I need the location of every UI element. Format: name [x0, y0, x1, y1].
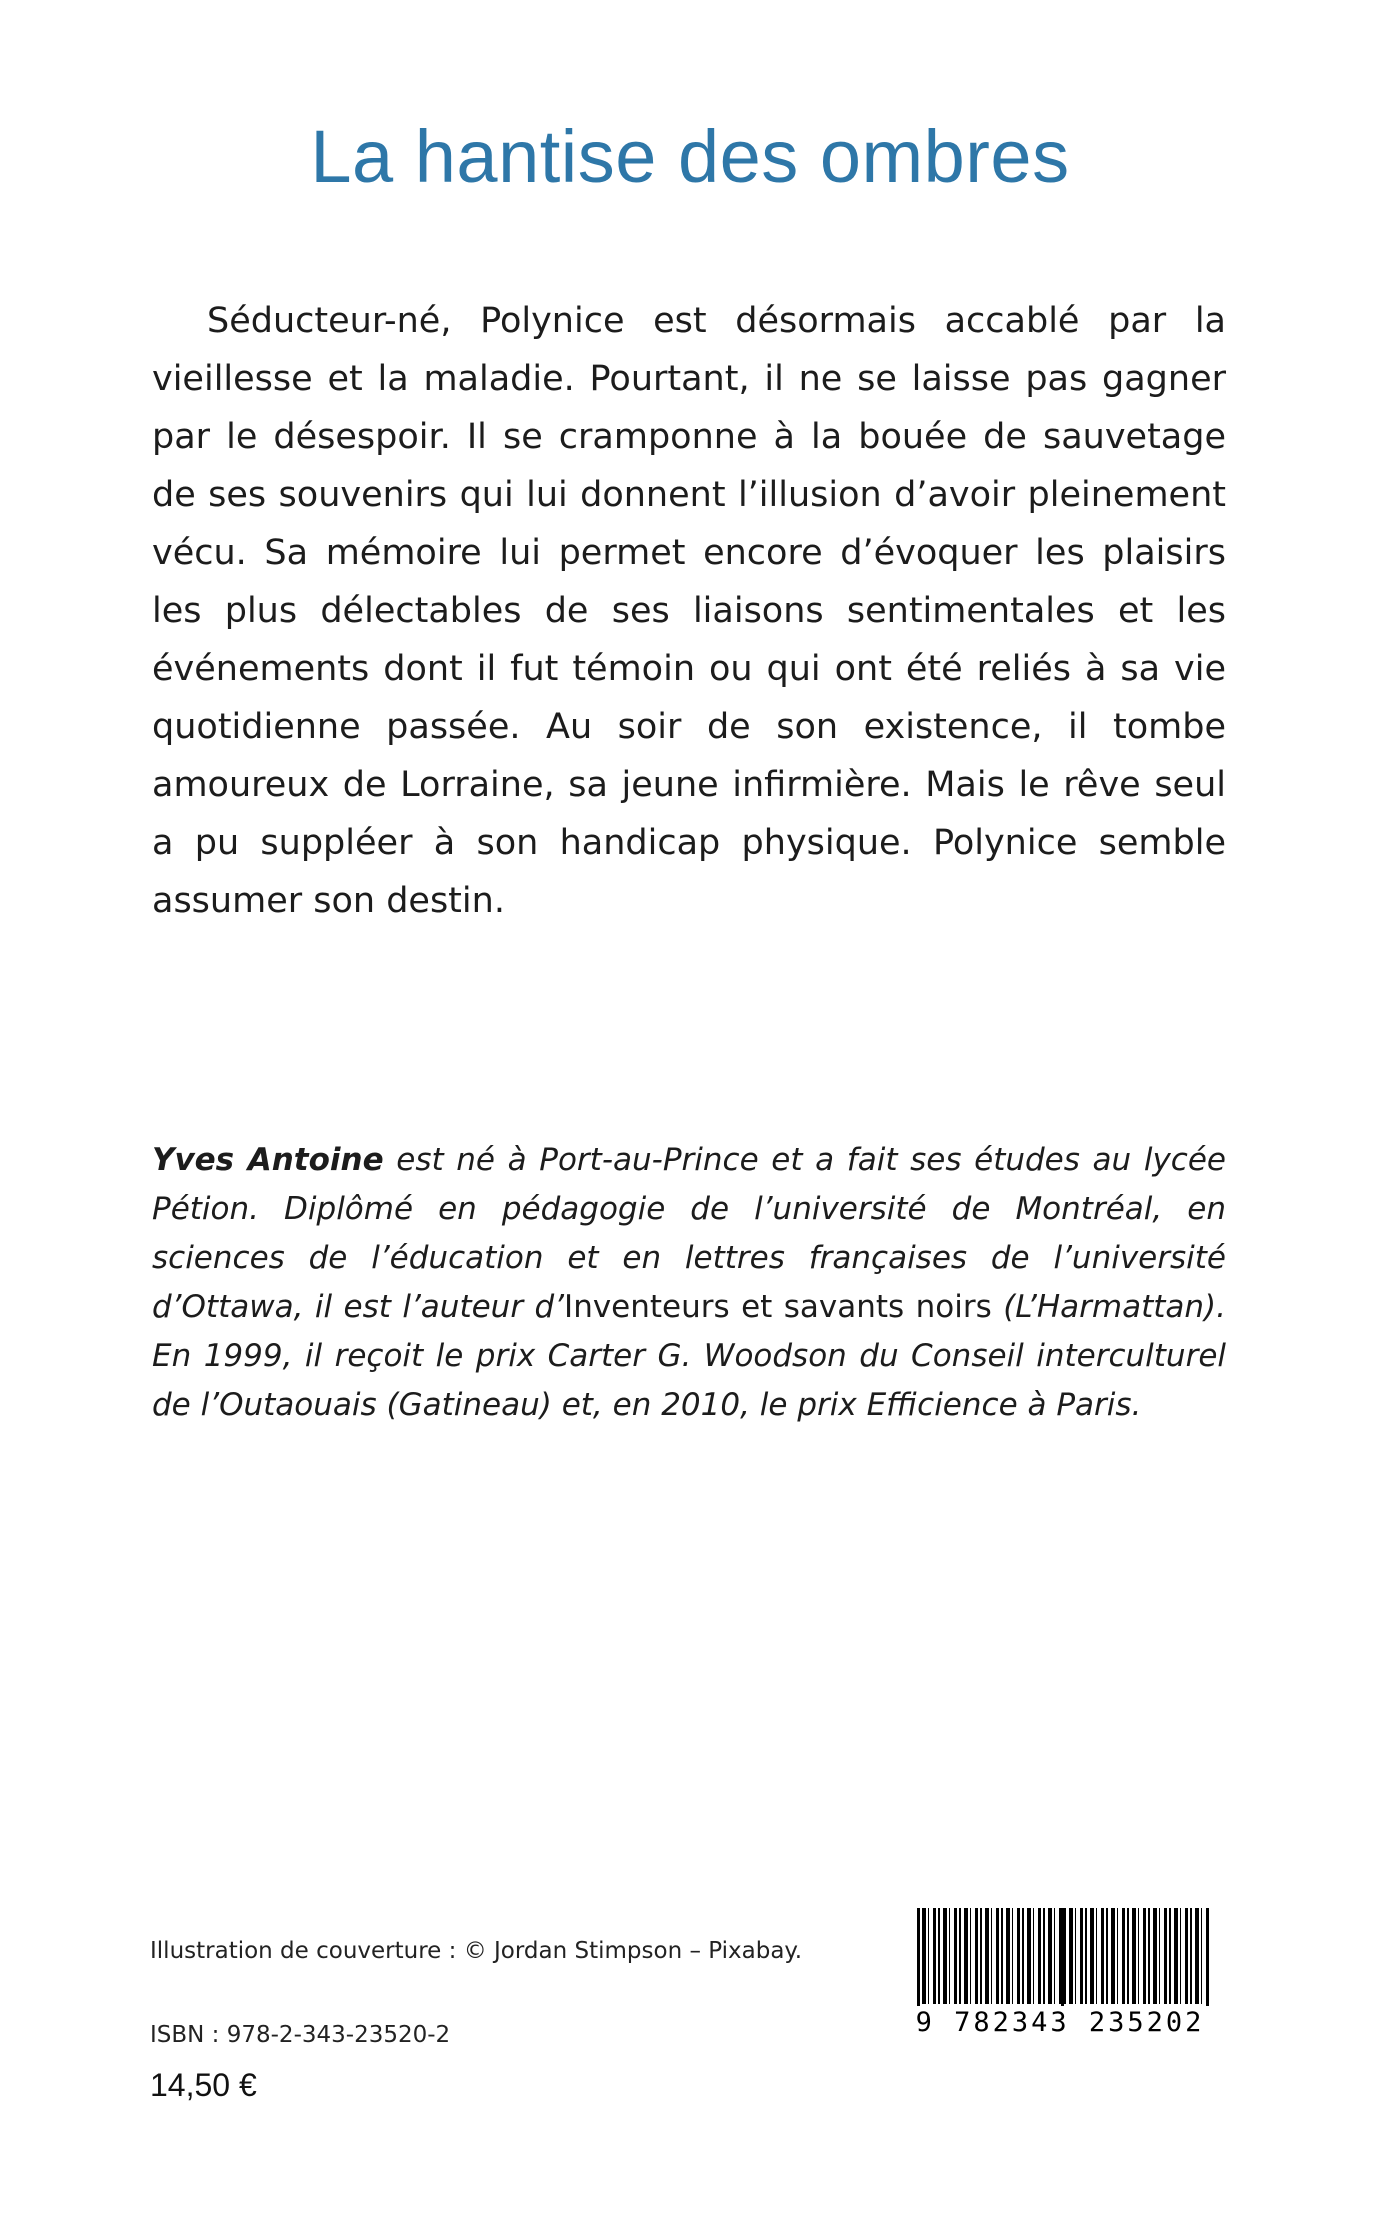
- bio-text-part2: (L’Harmattan). En 1999, il reçoit le prix Carter G. Woodson du Conseil interculturel de l’Outaouais (Gatineau) et, en 2010, le prix Efficience à Paris.: [152, 1289, 1226, 1423]
- barcode-guard-center: [1061, 1908, 1064, 2016]
- author-bio: [152, 1136, 1226, 1430]
- other-book-title: Inventeurs et savants noirs: [564, 1289, 992, 1325]
- author-name: Yves Antoine: [152, 1142, 384, 1178]
- isbn: ISBN : 978-2-343-23520-2: [150, 2022, 451, 2048]
- cover-illustration-credit: Illustration de couverture : © Jordan Stimpson – Pixabay.: [150, 1938, 803, 1964]
- book-summary: Séducteur-né, Polynice est désormais accablé par la vieillesse et la maladie. Pourtant, il ne se laisse pas gagner par le désespoir. Il se cramponne à la bouée de sauvetage de ses souvenirs qui lui donnent l’illusion d’avoir pleinement vécu. Sa mémoire lui permet encore d’évoquer les plaisirs les plus délectables de ses liaisons sentimentales et les événements dont il fut témoin ou qui ont été reliés à sa vie quotidienne passée. Au soir de son existence, il tombe amoureux de Lorraine, sa jeune infirmière. Mais le rêve seul a pu suppléer à son handicap physique. Polynice semble assumer son destin.: [152, 301, 1226, 921]
- barcode-digits: 9 782343 235202: [905, 2006, 1215, 2040]
- barcode-guard-right: [1206, 1908, 1209, 2016]
- bio-text-part1: est né à Port-au-Prince et a fait ses études au lycée Pétion. Diplômé en pédagogie de l’université de Montréal, en sciences de l’éducation et en lettres françaises de l’université d’Ottawa, il est l’auteur d’: [152, 1142, 1226, 1325]
- barcode-guard-left: [917, 1908, 920, 2016]
- barcode: [905, 1908, 1215, 2044]
- book-title: La hantise des ombres: [310, 115, 1070, 198]
- price: 14,50 €: [150, 2067, 257, 2103]
